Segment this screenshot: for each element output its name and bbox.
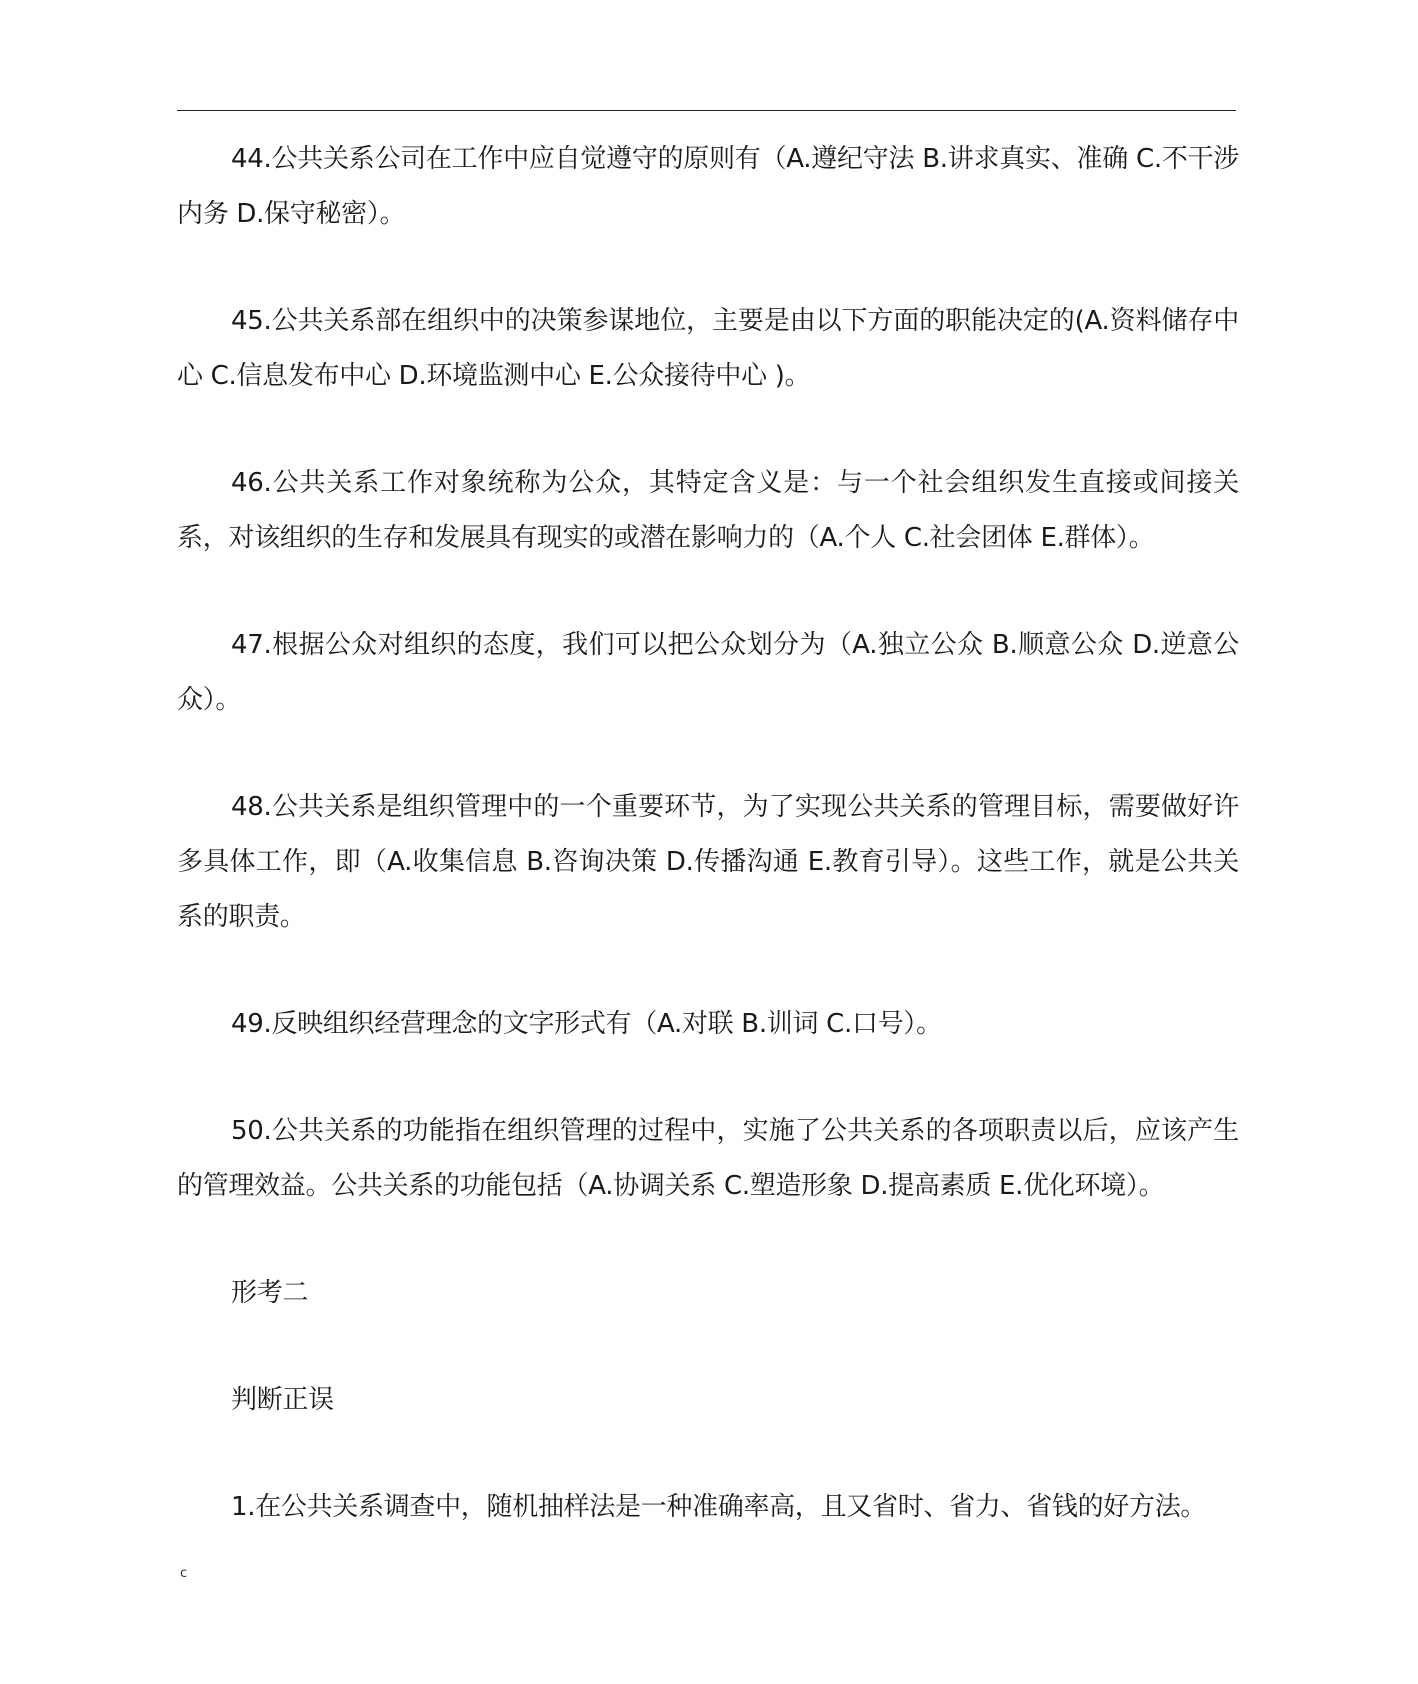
subsection-title: 判断正误 (231, 1385, 334, 1415)
document-body (177, 132, 1239, 1587)
judgment-question-1: 1.在公共关系调查中，随机抽样法是一种准确率高，且又省时、省力、省钱的好方法。 (231, 1492, 1207, 1522)
question-48: 48.公共关系是组织管理中的一个重要环节，为了实现公共关系的管理目标，需要做好许多具体工作，即（A.收集信息 B.咨询决策 D.传播沟通 E.教育引导）。这些工作，就是公共关系的职责。 (177, 792, 1239, 932)
question-47: 47.根据公众对组织的态度，我们可以把公众划分为（A.独立公众 B.顺意公众 D.逆意公众）。 (177, 630, 1239, 715)
question-45: 45.公共关系部在组织中的决策参谋地位，主要是由以下方面的职能决定的(A.资料储存中心 C.信息发布中心 D.环境监测中心 E.公众接待中心 )。 (177, 306, 1239, 391)
question-44: 44.公共关系公司在工作中应自觉遵守的原则有（A.遵纪守法 B.讲求真实、准确 C.不干涉内务 D.保守秘密）。 (177, 144, 1239, 229)
question-46: 46.公共关系工作对象统称为公众，其特定含义是：与一个社会组织发生直接或间接关系，对该组织的生存和发展具有现实的或潜在影响力的（A.个人 C.社会团体 E.群体）。 (177, 468, 1239, 553)
question-49: 49.反映组织经营理念的文字形式有（A.对联 B.训词 C.口号）。 (231, 1009, 942, 1039)
footer-mark: c (180, 1566, 188, 1581)
section-title: 形考二 (231, 1278, 309, 1308)
header-rule (177, 110, 1236, 111)
question-50: 50.公共关系的功能指在组织管理的过程中，实施了公共关系的各项职责以后，应该产生的管理效益。公共关系的功能包括（A.协调关系 C.塑造形象 D.提高素质 E.优化环境）。 (177, 1116, 1239, 1201)
